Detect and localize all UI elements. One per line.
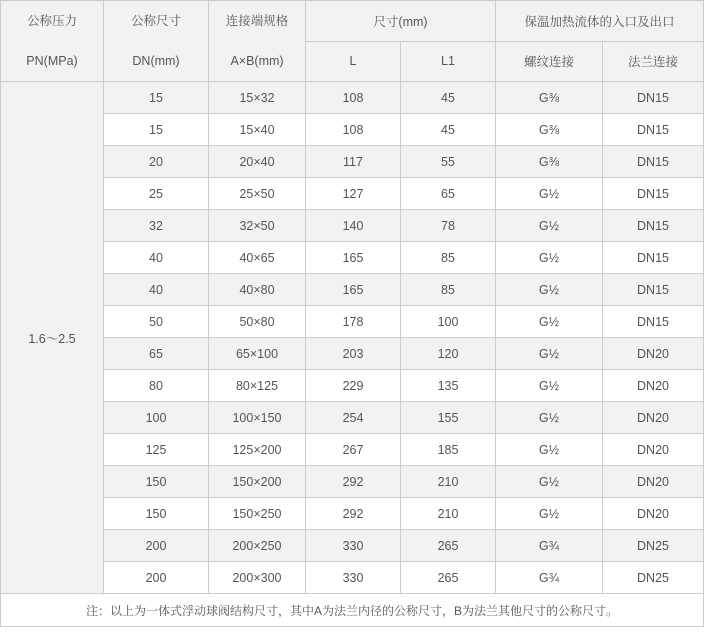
cell-flange: DN15	[603, 178, 704, 210]
cell-l: 140	[306, 210, 401, 242]
table-row	[1, 210, 704, 242]
cell-flange: DN20	[603, 466, 704, 498]
cell-spec: 200×300	[209, 562, 306, 594]
cell-thread: G½	[496, 242, 603, 274]
cell-l: 117	[306, 146, 401, 178]
cell-spec: 40×80	[209, 274, 306, 306]
table-row	[1, 530, 704, 562]
header-size-group: 尺寸(mm)	[306, 1, 496, 42]
table-note: 注：以上为一体式浮动球阀结构尺寸，其中A为法兰内径的公称尺寸，B为法兰其他尺寸的公称尺寸。	[1, 594, 704, 627]
cell-spec: 50×80	[209, 306, 306, 338]
cell-flange: DN20	[603, 498, 704, 530]
cell-flange: DN20	[603, 434, 704, 466]
cell-dn: 80	[104, 370, 209, 402]
header-connection-spec-title: 连接端规格	[225, 14, 289, 28]
cell-l: 254	[306, 402, 401, 434]
cell-spec: 80×125	[209, 370, 306, 402]
cell-dn: 20	[104, 146, 209, 178]
cell-thread: G½	[496, 178, 603, 210]
cell-thread: G⅜	[496, 82, 603, 114]
cell-l1: 85	[401, 242, 496, 274]
cell-l1: 78	[401, 210, 496, 242]
cell-dn: 40	[104, 242, 209, 274]
cell-dn: 15	[104, 82, 209, 114]
cell-dn: 15	[104, 114, 209, 146]
header-row-1	[1, 1, 704, 42]
cell-l: 267	[306, 434, 401, 466]
cell-flange: DN20	[603, 370, 704, 402]
table-row	[1, 338, 704, 370]
cell-flange: DN15	[603, 82, 704, 114]
header-inlet-outlet-group: 保温加热流体的入口及出口	[496, 1, 704, 42]
cell-l: 165	[306, 274, 401, 306]
cell-l: 203	[306, 338, 401, 370]
cell-l1: 120	[401, 338, 496, 370]
cell-l1: 100	[401, 306, 496, 338]
table-row	[1, 434, 704, 466]
cell-l: 127	[306, 178, 401, 210]
header-connection-spec	[209, 1, 306, 82]
header-nominal-pressure-title: 公称压力	[26, 14, 77, 28]
cell-thread: G½	[496, 466, 603, 498]
header-nominal-size-title: 公称尺寸	[130, 14, 181, 28]
table-row	[1, 146, 704, 178]
note-row	[1, 594, 704, 627]
cell-thread: G⅜	[496, 114, 603, 146]
cell-flange: DN25	[603, 530, 704, 562]
table-footer	[1, 594, 704, 627]
cell-l1: 265	[401, 562, 496, 594]
cell-dn: 40	[104, 274, 209, 306]
header-thread-connection: 螺纹连接	[496, 41, 603, 82]
header-nominal-size-unit: DN(mm)	[132, 54, 180, 68]
cell-thread: G¾	[496, 530, 603, 562]
cell-dn: 200	[104, 562, 209, 594]
cell-dn: 65	[104, 338, 209, 370]
header-nominal-pressure	[1, 1, 104, 82]
cell-spec: 200×250	[209, 530, 306, 562]
cell-l: 108	[306, 114, 401, 146]
cell-l1: 65	[401, 178, 496, 210]
table-row	[1, 242, 704, 274]
cell-l: 330	[306, 562, 401, 594]
cell-dn: 125	[104, 434, 209, 466]
cell-spec: 65×100	[209, 338, 306, 370]
cell-l1: 155	[401, 402, 496, 434]
pressure-value-cell: 1.6～2.5	[1, 82, 104, 594]
cell-l1: 55	[401, 146, 496, 178]
cell-flange: DN15	[603, 210, 704, 242]
header-l: L	[306, 41, 401, 82]
cell-spec: 15×40	[209, 114, 306, 146]
cell-dn: 100	[104, 402, 209, 434]
cell-flange: DN20	[603, 402, 704, 434]
cell-flange: DN25	[603, 562, 704, 594]
table-row	[1, 114, 704, 146]
table-row	[1, 562, 704, 594]
cell-l: 292	[306, 466, 401, 498]
cell-spec: 150×200	[209, 466, 306, 498]
cell-l: 330	[306, 530, 401, 562]
cell-l: 229	[306, 370, 401, 402]
table-row	[1, 178, 704, 210]
table-row	[1, 306, 704, 338]
cell-flange: DN15	[603, 306, 704, 338]
table-row	[1, 466, 704, 498]
cell-dn: 25	[104, 178, 209, 210]
cell-spec: 125×200	[209, 434, 306, 466]
cell-spec: 40×65	[209, 242, 306, 274]
header-nominal-pressure-unit: PN(MPa)	[26, 54, 78, 68]
table-row	[1, 402, 704, 434]
cell-spec: 20×40	[209, 146, 306, 178]
header-flange-connection: 法兰连接	[603, 41, 704, 82]
table-row	[1, 82, 704, 114]
cell-flange: DN15	[603, 114, 704, 146]
cell-flange: DN20	[603, 338, 704, 370]
cell-thread: G½	[496, 402, 603, 434]
cell-l1: 85	[401, 274, 496, 306]
cell-spec: 15×32	[209, 82, 306, 114]
cell-thread: G¾	[496, 562, 603, 594]
cell-dn: 150	[104, 498, 209, 530]
cell-spec: 25×50	[209, 178, 306, 210]
cell-spec: 32×50	[209, 210, 306, 242]
header-l1: L1	[401, 41, 496, 82]
cell-spec: 150×250	[209, 498, 306, 530]
cell-thread: G½	[496, 498, 603, 530]
cell-dn: 32	[104, 210, 209, 242]
cell-l: 108	[306, 82, 401, 114]
cell-thread: G⅜	[496, 146, 603, 178]
table-row	[1, 370, 704, 402]
cell-l: 178	[306, 306, 401, 338]
cell-l: 165	[306, 242, 401, 274]
table-row	[1, 498, 704, 530]
cell-thread: G½	[496, 274, 603, 306]
cell-l1: 45	[401, 114, 496, 146]
header-nominal-size	[104, 1, 209, 82]
cell-thread: G½	[496, 434, 603, 466]
header-connection-spec-unit: A×B(mm)	[230, 54, 284, 68]
cell-thread: G½	[496, 210, 603, 242]
cell-spec: 100×150	[209, 402, 306, 434]
cell-thread: G½	[496, 306, 603, 338]
cell-l1: 210	[401, 498, 496, 530]
cell-flange: DN15	[603, 242, 704, 274]
cell-flange: DN15	[603, 274, 704, 306]
table-header	[1, 1, 704, 82]
table-body	[1, 82, 704, 594]
cell-l1: 210	[401, 466, 496, 498]
cell-thread: G½	[496, 338, 603, 370]
table-row	[1, 274, 704, 306]
cell-l1: 45	[401, 82, 496, 114]
cell-dn: 200	[104, 530, 209, 562]
cell-l1: 185	[401, 434, 496, 466]
cell-l: 292	[306, 498, 401, 530]
cell-flange: DN15	[603, 146, 704, 178]
cell-l1: 265	[401, 530, 496, 562]
cell-dn: 150	[104, 466, 209, 498]
cell-l1: 135	[401, 370, 496, 402]
cell-thread: G½	[496, 370, 603, 402]
cell-dn: 50	[104, 306, 209, 338]
